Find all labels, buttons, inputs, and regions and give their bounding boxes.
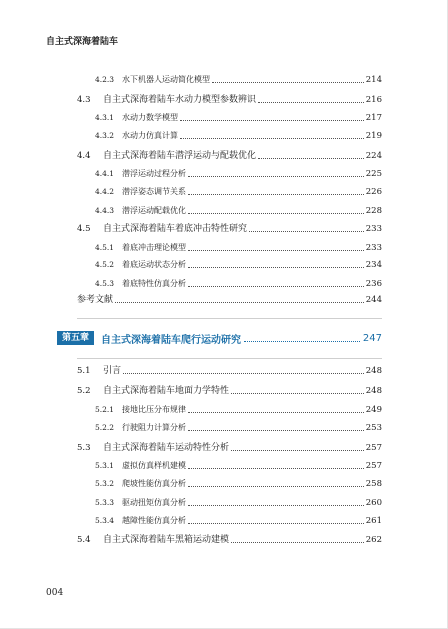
section-title: 引言 xyxy=(103,366,122,376)
section-number: 4.4 xyxy=(77,151,91,161)
section-title: 参考文献 xyxy=(77,295,114,305)
chapter-heading[interactable] xyxy=(57,331,382,345)
section-number: 4.3 xyxy=(77,95,91,105)
leader-dots xyxy=(231,542,364,543)
toc-entry[interactable] xyxy=(77,442,382,454)
leader-dots xyxy=(188,267,364,268)
page-ref: 248 xyxy=(365,366,382,376)
page-ref: 226 xyxy=(365,187,382,197)
leader-dots xyxy=(188,468,364,469)
leader-dots xyxy=(188,430,364,431)
page-ref: 217 xyxy=(365,113,382,123)
toc-entry[interactable] xyxy=(77,365,382,377)
page-ref: 260 xyxy=(365,498,382,508)
leader-dots xyxy=(188,286,364,287)
section-number: 4.2.3 xyxy=(95,75,115,84)
toc-entry[interactable] xyxy=(95,497,382,509)
leader-dots xyxy=(188,250,364,251)
page-ref: 233 xyxy=(365,243,382,253)
leader-dots xyxy=(180,120,364,121)
section-title: 着底冲击理论模型 xyxy=(122,243,186,252)
section-title: 虚拟仿真样机建模 xyxy=(122,461,186,470)
toc-entry[interactable] xyxy=(95,168,382,180)
page-ref: 216 xyxy=(365,95,382,105)
section-title: 自主式深海着陆车潜浮运动与配载优化 xyxy=(103,151,257,161)
section-title: 越障性能仿真分析 xyxy=(122,516,186,525)
page-ref: 234 xyxy=(365,260,382,270)
page-ref: 261 xyxy=(365,516,382,526)
leader-dots xyxy=(249,231,364,232)
toc-entry[interactable] xyxy=(95,130,382,142)
page-ref: 236 xyxy=(365,279,382,289)
page-ref: 214 xyxy=(365,75,382,85)
section-title: 自主式深海着陆车运动特性分析 xyxy=(103,443,230,453)
toc-entry[interactable] xyxy=(95,205,382,217)
section-title: 驱动扭矩仿真分析 xyxy=(122,498,186,507)
page-ref: 257 xyxy=(365,443,382,453)
section-title: 水动力数学模型 xyxy=(122,113,178,122)
leader-dots xyxy=(231,393,364,394)
toc-entry-references[interactable] xyxy=(77,294,382,306)
divider-bottom xyxy=(77,358,382,359)
section-title: 潜浮运动配载优化 xyxy=(122,206,186,215)
section-title: 水动力仿真计算 xyxy=(122,131,178,140)
section-title: 自主式深海着陆车水动力模型参数辨识 xyxy=(103,95,257,105)
toc-entry[interactable] xyxy=(95,186,382,198)
section-number: 4.3.2 xyxy=(95,131,115,140)
toc-entry[interactable] xyxy=(95,478,382,490)
leader-dots xyxy=(244,341,360,342)
toc-entry[interactable] xyxy=(77,94,382,106)
page-ref: 225 xyxy=(365,169,382,179)
leader-dots xyxy=(188,194,364,195)
page-ref: 228 xyxy=(365,206,382,216)
section-title: 接地比压分布规律 xyxy=(122,405,186,414)
page-ref: 219 xyxy=(365,131,382,141)
chapter-page-number: 247 xyxy=(362,332,382,344)
toc-entry[interactable] xyxy=(95,112,382,124)
section-number: 4.3.1 xyxy=(95,113,115,122)
toc-entry[interactable] xyxy=(77,150,382,162)
toc-entry[interactable] xyxy=(95,515,382,527)
page-ref: 262 xyxy=(365,535,382,545)
section-number: 5.3.2 xyxy=(95,479,115,488)
toc-entry[interactable] xyxy=(95,259,382,271)
section-number: 5.3.1 xyxy=(95,461,115,470)
section-title: 着底运动状态分析 xyxy=(122,260,186,269)
chapter-title: 自主式深海着陆车爬行运动研究 xyxy=(101,334,242,346)
toc-entry[interactable] xyxy=(95,74,382,86)
section-title: 着底特性仿真分析 xyxy=(122,279,186,288)
section-title: 潜浮姿态调节关系 xyxy=(122,187,186,196)
section-number: 5.2 xyxy=(77,386,91,396)
page-ref: 244 xyxy=(365,295,382,305)
leader-dots xyxy=(188,523,364,524)
running-head: 自主式深海着陆车 xyxy=(46,37,119,47)
page-ref: 224 xyxy=(365,151,382,161)
section-number: 4.4.1 xyxy=(95,169,115,178)
section-number: 5.2.2 xyxy=(95,423,115,432)
page-ref: 233 xyxy=(365,224,382,234)
section-number: 4.5.2 xyxy=(95,260,115,269)
section-number: 5.1 xyxy=(77,366,91,376)
section-number: 5.2.1 xyxy=(95,405,115,414)
section-number: 4.5 xyxy=(77,224,91,234)
toc-entry[interactable] xyxy=(95,242,382,254)
section-title: 水下机器人运动简化模型 xyxy=(122,75,210,84)
toc-entry[interactable] xyxy=(95,278,382,290)
section-number: 4.5.3 xyxy=(95,279,115,288)
section-number: 5.3.4 xyxy=(95,516,115,525)
section-number: 5.3 xyxy=(77,443,91,453)
leader-dots xyxy=(188,505,364,506)
section-number: 5.4 xyxy=(77,535,91,545)
divider-top xyxy=(77,318,382,319)
toc-entry[interactable] xyxy=(77,534,382,546)
page-ref: 253 xyxy=(365,423,382,433)
toc-entry[interactable] xyxy=(95,460,382,472)
section-title: 爬坡性能仿真分析 xyxy=(122,479,186,488)
section-number: 4.4.3 xyxy=(95,206,115,215)
section-title: 自主式深海着陆车着底冲击特性研究 xyxy=(103,224,248,234)
leader-dots xyxy=(188,176,364,177)
leader-dots xyxy=(123,373,364,374)
page-ref: 249 xyxy=(365,405,382,415)
section-title: 潜浮运动过程分析 xyxy=(122,169,186,178)
section-number: 5.3.3 xyxy=(95,498,115,507)
leader-dots xyxy=(188,213,364,214)
leader-dots xyxy=(258,102,364,103)
toc-entry[interactable] xyxy=(77,223,382,235)
toc-entry[interactable] xyxy=(95,422,382,434)
section-title: 自主式深海着陆车地面力学特性 xyxy=(103,386,230,396)
chapter-badge: 第五章 xyxy=(57,331,94,345)
section-title: 自主式深海着陆车黑箱运动建模 xyxy=(103,535,230,545)
leader-dots xyxy=(212,82,364,83)
section-title: 行驶阻力计算分析 xyxy=(122,423,186,432)
page-ref: 248 xyxy=(365,386,382,396)
leader-dots xyxy=(115,302,364,303)
leader-dots xyxy=(188,486,364,487)
leader-dots xyxy=(188,412,364,413)
page-ref: 258 xyxy=(365,479,382,489)
leader-dots xyxy=(258,158,364,159)
section-number: 4.4.2 xyxy=(95,187,115,196)
leader-dots xyxy=(180,138,364,139)
page-ref: 257 xyxy=(365,461,382,471)
toc-entry[interactable] xyxy=(95,404,382,416)
toc-entry[interactable] xyxy=(77,385,382,397)
page-number: 004 xyxy=(46,588,64,598)
section-number: 4.5.1 xyxy=(95,243,115,252)
leader-dots xyxy=(231,450,364,451)
